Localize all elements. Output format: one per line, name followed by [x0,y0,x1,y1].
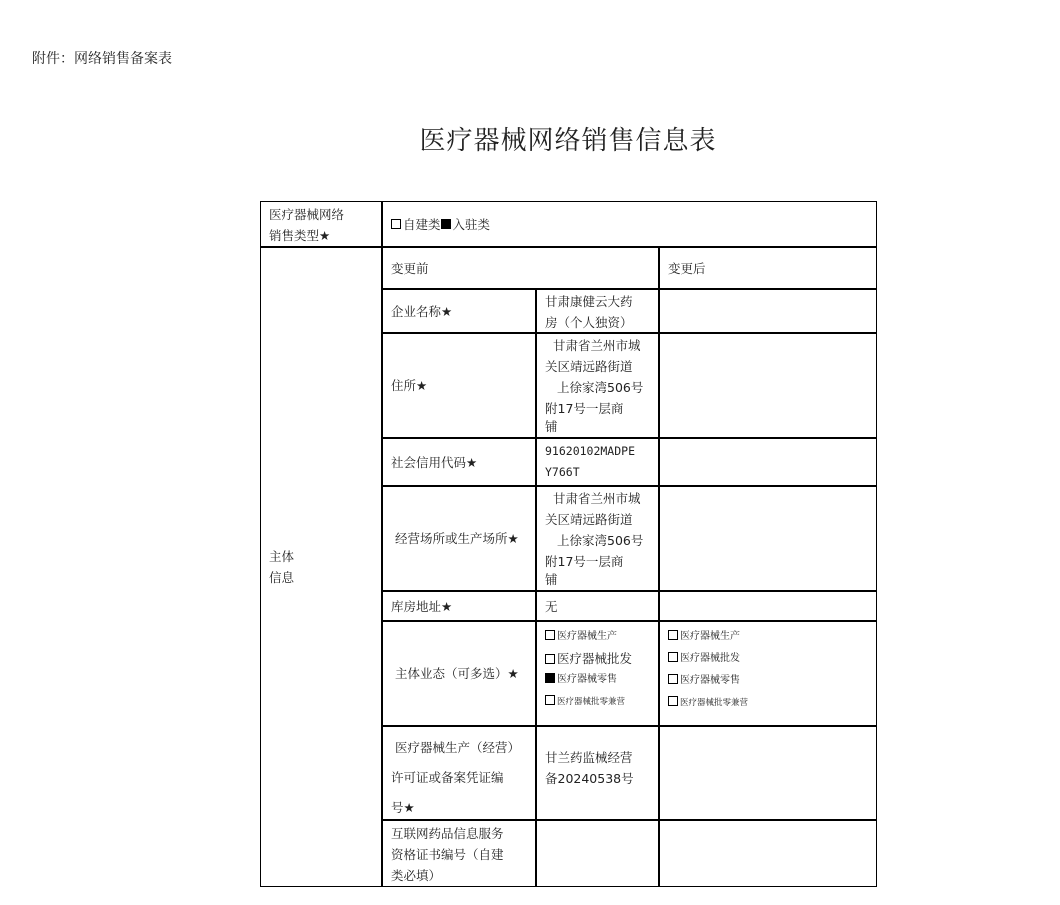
internet-label-line1: 互联网药品信息服务 [391,826,504,841]
type-value-cell [382,201,877,247]
after-header-cell [659,247,877,289]
business-after-opt1-label: 医疗器械生产 [680,631,740,642]
credit-line1: 91620102MADPE [545,444,636,458]
business-before-opt3 [545,669,650,691]
license-label-line2: 许可证或备案凭证编 [391,770,504,785]
license-label-line3: 号★ [391,800,415,815]
warehouse-value-cell [536,591,659,621]
warehouse-label: 库房地址★ [391,598,453,614]
business-after-opt2-label: 医疗器械批发 [680,653,740,664]
credit-label: 社会信用代码★ [391,454,478,470]
business-before-opt1 [545,626,650,648]
checkbox-before-combined[interactable] [545,695,555,705]
credit-label-cell [382,438,536,486]
business-before-opt2-label: 医疗器械批发 [557,651,633,666]
premises-label: 经营场所或生产场所★ [395,531,519,546]
business-label: 主体业态（可多选）★ [395,666,519,681]
company-label: 企业名称★ [391,303,453,319]
opt-resident-label: 入驻类 [452,216,491,232]
before-header: 变更前 [391,260,429,276]
checkbox-self-built[interactable] [391,219,401,229]
premises-line5: 铺 [545,572,558,587]
credit-value-cell [536,438,659,486]
address-line2: 关区靖远路街道 [545,359,633,374]
business-before-opt1-label: 医疗器械生产 [557,631,617,642]
business-before-opt4 [545,691,650,713]
address-line3: 上徐家湾506号 [557,380,644,395]
company-label-cell [382,289,536,333]
license-label-line1: 医疗器械生产（经营） [395,740,521,755]
main-info-line2: 信息 [269,570,295,585]
business-before-opt2 [545,648,650,669]
internet-label-cell [382,820,536,887]
business-before-opt4-label: 医疗器械批零兼营 [557,697,626,707]
premises-value-cell [536,486,659,591]
internet-label-line2: 资格证书编号（自建 [391,847,504,862]
checkbox-before-wholesale[interactable] [545,654,555,664]
license-after-cell [659,726,877,820]
premises-line2: 关区靖远路街道 [545,512,633,527]
credit-after-cell [659,438,877,486]
checkbox-before-production[interactable] [545,630,555,640]
attachment-label: 附件：网络销售备案表 [32,51,172,67]
address-label: 住所★ [391,378,428,393]
business-before-cell [536,621,659,726]
license-value-cell [536,726,659,820]
warehouse-label-cell [382,591,536,621]
credit-line2: Y766T [545,465,580,479]
page-title: 医疗器械网络销售信息表 [419,126,717,156]
address-line1: 甘肃省兰州市城 [553,338,641,353]
company-line2: 房（个人独资） [545,315,633,330]
checkbox-after-combined[interactable] [668,696,678,706]
address-line5: 铺 [545,419,558,434]
main-info-line1: 主体 [269,549,295,564]
type-label-line1: 医疗器械网络 [269,207,345,222]
before-header-cell [382,247,659,289]
business-label-cell [382,621,536,726]
address-line4: 附17号一层商 [545,401,624,416]
business-after-opt3-label: 医疗器械零售 [680,675,740,686]
premises-after-cell [659,486,877,591]
warehouse-after-cell [659,591,877,621]
premises-label-cell [382,486,536,591]
company-value-cell [536,289,659,333]
type-label-cell [260,201,382,247]
company-after-cell [659,289,877,333]
checkbox-after-wholesale[interactable] [668,652,678,662]
premises-line3: 上徐家湾506号 [557,533,644,548]
company-line1: 甘肃康健云大药 [545,294,633,309]
license-line2: 备20240538号 [545,771,634,786]
premises-line4: 附17号一层商 [545,554,624,569]
business-after-opt4 [668,692,868,714]
warehouse-value: 无 [545,598,558,614]
main-info-label-cell [260,247,382,887]
type-label-line2: 销售类型★ [269,228,331,243]
checkbox-after-production[interactable] [668,630,678,640]
premises-line1: 甘肃省兰州市城 [553,491,641,506]
license-label-cell [382,726,536,820]
business-before-opt3-label: 医疗器械零售 [557,674,617,685]
business-after-cell [659,621,877,726]
business-after-opt1 [668,626,868,648]
business-after-opt2 [668,648,868,670]
business-after-opt4-label: 医疗器械批零兼营 [680,698,749,708]
checkbox-resident[interactable] [441,219,451,229]
business-after-opt3 [668,670,868,692]
checkbox-after-retail[interactable] [668,674,678,684]
after-header: 变更后 [668,260,706,276]
license-line1: 甘兰药监械经营 [545,750,633,765]
opt-self-built-label: 自建类 [403,216,441,232]
address-label-cell [382,333,536,438]
internet-after-cell [659,820,877,887]
address-value-cell [536,333,659,438]
address-after-cell [659,333,877,438]
checkbox-before-retail[interactable] [545,673,555,683]
internet-value-cell [536,820,659,887]
internet-label-line3: 类必填） [391,868,442,883]
